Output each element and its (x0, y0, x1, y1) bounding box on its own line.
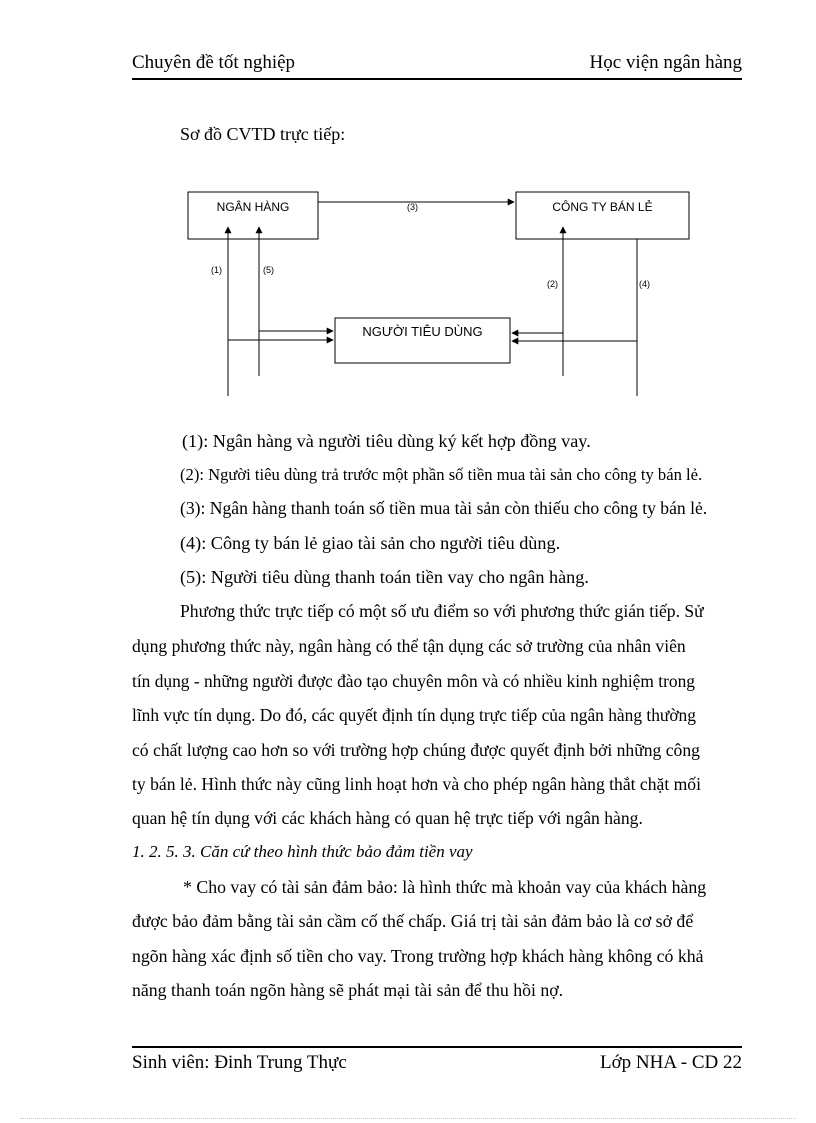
body-line: * Cho vay có tài sản đảm bảo: là hình thức mà khoản vay của khách hàng (183, 877, 707, 897)
flow-2-label: (2) (547, 279, 558, 289)
header-left: Chuyên đề tốt nghiệp (132, 52, 296, 73)
footer-rule (132, 1046, 742, 1048)
body-line: năng thanh toán ngõn hàng sẽ phát mại tài sản để thu hồi nợ. (132, 980, 564, 1000)
consumer-label: NGƯỜI TIÊU DÙNG (362, 324, 483, 339)
legend-item: (3): Ngân hàng thanh toán số tiền mua tài sản còn thiếu cho công ty bán lẻ. (180, 498, 708, 518)
body-line: được bảo đảm bằng tài sản cầm cố thế chấp. Giá trị tài sản đảm bảo là cơ sở để (132, 911, 694, 931)
retailer-label: CÔNG TY BÁN LẺ (552, 200, 653, 214)
body-line: có chất lượng cao hơn so với trường hợp chúng được quyết định bởi những công (132, 740, 700, 760)
flow-5-label: (5) (263, 265, 274, 275)
section-subheading: 1. 2. 5. 3. Căn cứ theo hình thức bảo đảm tiền vay (132, 842, 473, 861)
bank-label: NGÂN HÀNG (216, 200, 290, 214)
body-line: quan hệ tín dụng với các khách hàng có quan hệ trực tiếp với ngân hàng. (132, 808, 643, 828)
header-right: Học viện ngân hàng (589, 52, 742, 73)
flow-3-label: (3) (407, 202, 418, 212)
legend-item: (5): Người tiêu dùng thanh toán tiền vay cho ngân hàng. (180, 567, 589, 587)
legend-item: (2): Người tiêu dùng trả trước một phần số tiền mua tài sản cho công ty bán lẻ. (180, 465, 703, 484)
legend-item: (4): Công ty bán lẻ giao tài sản cho người tiêu dùng. (180, 533, 561, 553)
body-line: lĩnh vực tín dụng. Do đó, các quyết định tín dụng trực tiếp của ngân hàng thường (132, 705, 696, 725)
body-line: ngõn hàng xác định số tiền cho vay. Trong trường hợp khách hàng không có khả (132, 946, 704, 966)
flow-1-label: (1) (211, 265, 222, 275)
body-line: Phương thức trực tiếp có một số ưu điểm so với phương thức gián tiếp. Sử (180, 601, 704, 621)
flow-4-label: (4) (639, 279, 650, 289)
body-line: ty bán lẻ. Hình thức này cũng linh hoạt hơn và cho phép ngân hàng thắt chặt mối (132, 774, 701, 794)
page-edge-dotted-line (20, 1118, 796, 1119)
footer-left: Sinh viên: Đinh Trung Thực (132, 1052, 347, 1073)
footer-right: Lớp NHA - CD 22 (600, 1052, 742, 1073)
body-line: dụng phương thức này, ngân hàng có thể tận dụng các sở trường của nhân viên (132, 636, 686, 656)
body-line: tín dụng - những người được đào tạo chuyên môn và có nhiều kinh nghiệm trong (132, 671, 695, 691)
diagram-caption: Sơ đồ CVTD trực tiếp: (180, 124, 346, 144)
legend-item: (1): Ngân hàng và người tiêu dùng ký kết hợp đồng vay. (182, 431, 591, 451)
